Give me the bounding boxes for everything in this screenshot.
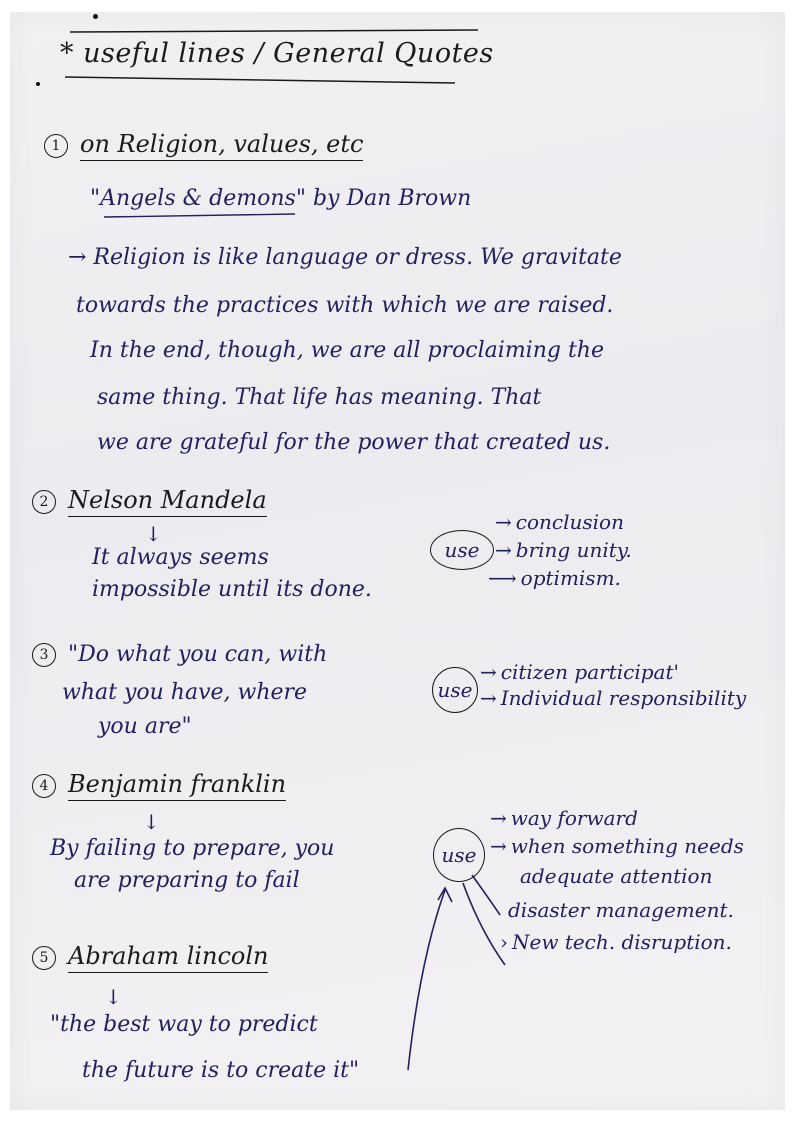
section-number-badge: 2 (32, 490, 56, 514)
section-5-heading (32, 942, 268, 970)
quote-line: we are grateful for the power that created us. (97, 430, 611, 455)
quote-line: are preparing to fail (74, 868, 300, 893)
use-item-continued: adequate attention (520, 864, 713, 888)
section-3-quote: 3 "Do what you can, with (32, 642, 327, 667)
arrow-right-icon: → (490, 806, 507, 830)
down-arrow-icon: ↓ (143, 810, 160, 834)
arrow-right-icon: → (495, 510, 512, 534)
use-item: › New tech. disruption. (500, 930, 732, 954)
quote-line: same thing. That life has meaning. That (97, 385, 542, 410)
use-badge: use (430, 530, 494, 570)
arrow-right-icon: → (480, 660, 497, 684)
use-badge: use (432, 667, 478, 713)
arrow-right-icon: → (495, 538, 512, 562)
book-source: "Angels & demons" by Dan Brown (90, 186, 472, 211)
quote-line: By failing to prepare, you (50, 836, 335, 861)
section-4-heading (32, 770, 286, 798)
section-heading-text: Abraham lincoln (68, 942, 268, 973)
use-item: → citizen participat' (480, 660, 679, 684)
quote-line: you are" (98, 714, 192, 739)
arrow-right-icon: → (480, 686, 497, 710)
down-arrow-icon: ↓ (105, 985, 122, 1009)
use-item: → conclusion (495, 510, 624, 534)
use-item: disaster management. (508, 898, 734, 922)
quote-line: the future is to create it" (82, 1058, 360, 1083)
section-1-heading (44, 130, 363, 158)
section-heading-text: Benjamin franklin (68, 770, 286, 801)
down-arrow-icon: ↓ (145, 522, 162, 546)
section-heading-text: on Religion, values, etc (80, 130, 363, 161)
section-heading-text: Nelson Mandela (68, 486, 267, 517)
section-2-heading (32, 486, 267, 514)
use-badge: use (433, 828, 485, 882)
use-item: ⟶ optimism. (488, 566, 621, 590)
quote-line: impossible until its done. (92, 577, 372, 602)
use-item: → Individual responsibility (480, 686, 747, 710)
quote-line: → Religion is like language or dress. We gravitate (68, 245, 622, 270)
section-number-badge: 3 (32, 643, 56, 667)
quote-line: It always seems (92, 545, 269, 570)
use-item: → bring unity. (495, 538, 632, 562)
arrow-right-icon: › (500, 930, 508, 954)
arrow-right-icon: → (490, 834, 507, 858)
quote-line: towards the practices with which we are raised. (76, 293, 614, 318)
section-number-badge: 5 (32, 946, 56, 970)
page-title: * useful lines / General Quotes (60, 38, 494, 69)
quote-line: what you have, where (62, 680, 308, 705)
section-number-badge: 4 (32, 774, 56, 798)
arrow-right-icon: ⟶ (488, 566, 517, 590)
quote-line: "the best way to predict (50, 1012, 318, 1037)
section-number-badge: 1 (44, 134, 68, 158)
use-item: → way forward (490, 806, 638, 830)
quote-line: In the end, though, we are all proclaiming the (90, 338, 604, 363)
use-item: → when something needs (490, 834, 744, 858)
